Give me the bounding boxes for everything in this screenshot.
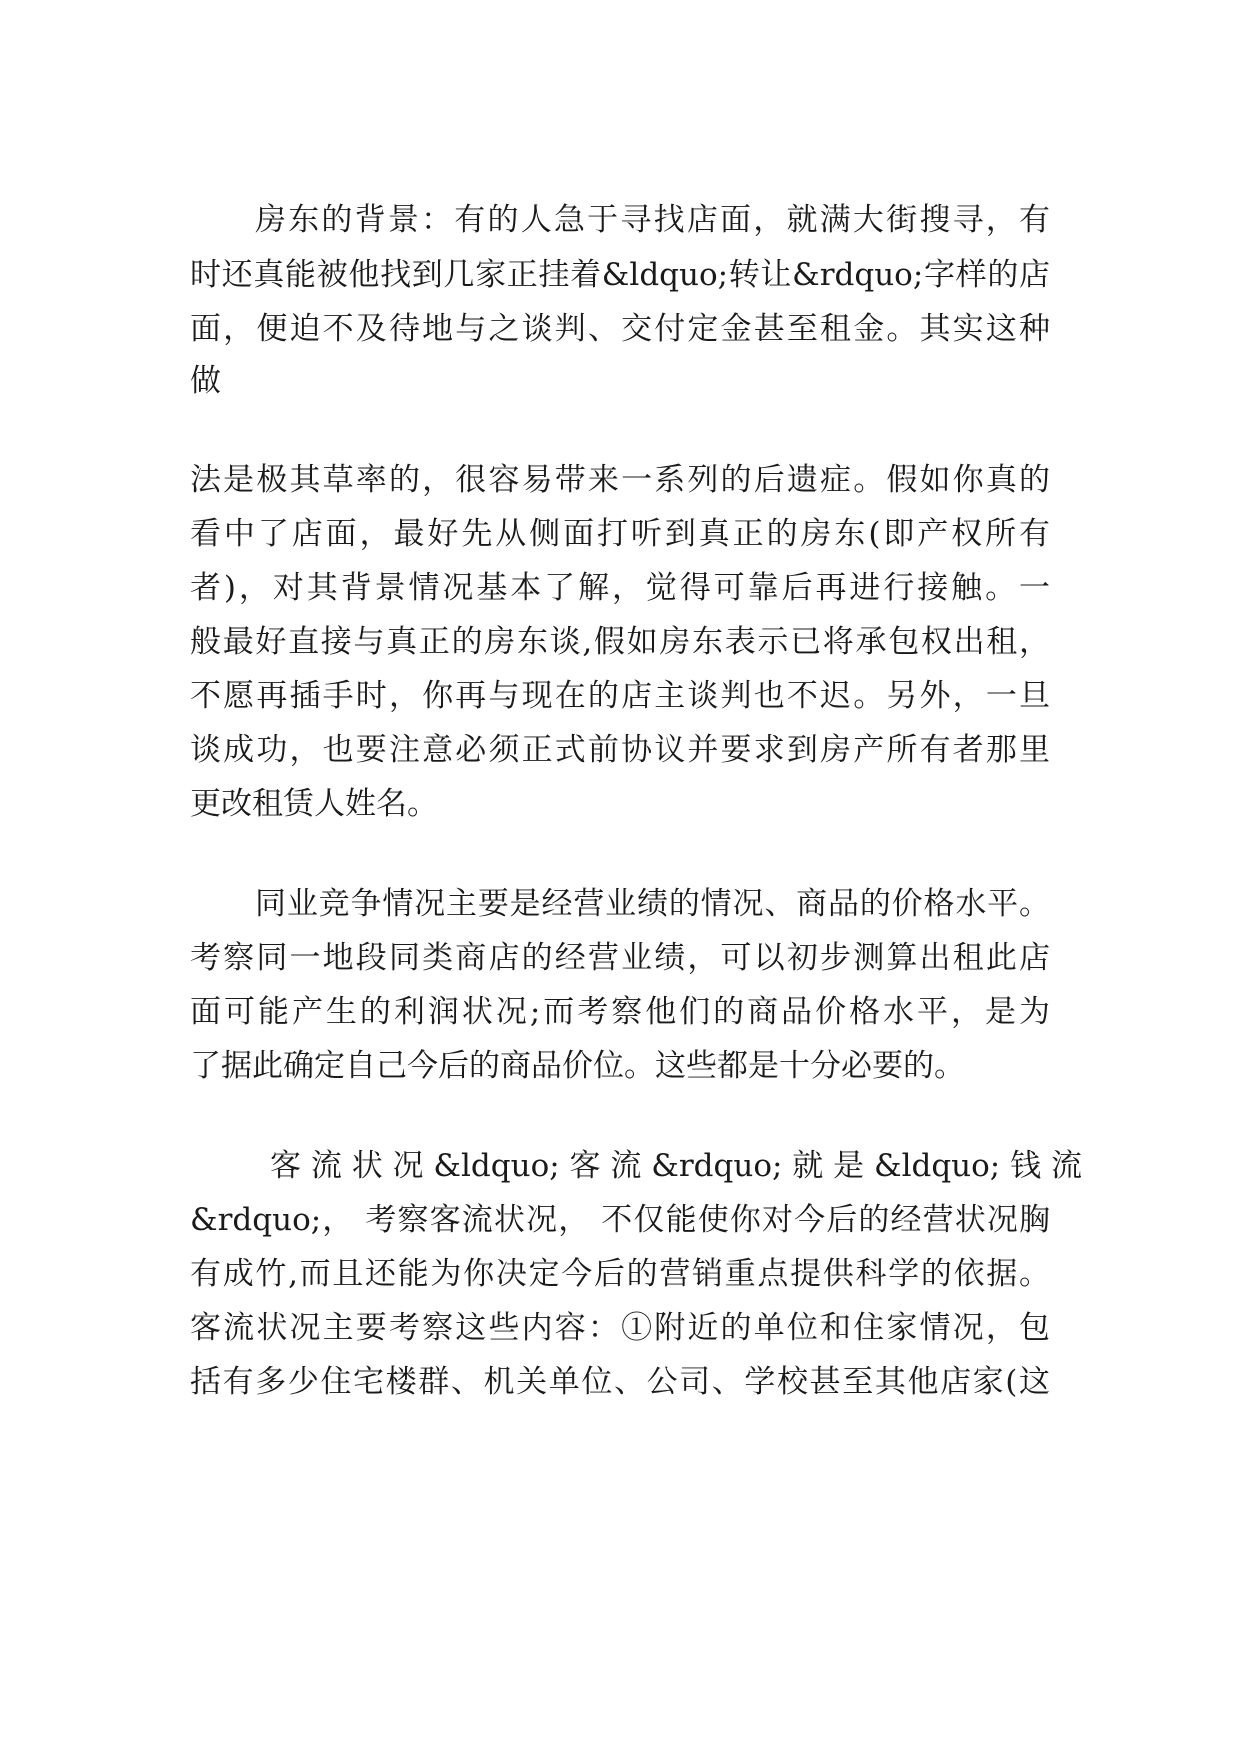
text-line: 般最好直接与真正的房东谈,假如房东表示已将承包权出租，: [190, 624, 1050, 660]
text-line: 者)，对其背景情况基本了解，觉得可靠后再进行接触。一: [190, 570, 1050, 606]
text-line: 看中了店面，最好先从侧面打听到真正的房东(即产权所有: [190, 516, 1050, 552]
text-line: 面，便迫不及待地与之谈判、交付定金甚至租金。其实这种: [190, 311, 1050, 347]
text-line: 客流状况主要考察这些内容：①附近的单位和住家情况，包: [190, 1310, 1050, 1346]
text-line: &rdquo;， 考察客流状况， 不仅能使你对今后的经营状况胸: [190, 1202, 1050, 1238]
text-line: 考察同一地段同类商店的经营业绩，可以初步测算出租此店: [190, 940, 1050, 976]
text-line: 括有多少住宅楼群、机关单位、公司、学校甚至其他店家(这: [190, 1364, 1050, 1400]
text-line: 做: [190, 363, 221, 399]
text-line: 谈成功，也要注意必须正式前协议并要求到房产所有者那里: [190, 732, 1050, 768]
text-line: 客 流 状 况 &ldquo; 客 流 &rdquo; 就 是 &ldquo; 钱 流: [270, 1148, 1082, 1184]
text-line: 房东的背景：有的人急于寻找店面，就满大街搜寻，有: [255, 202, 1050, 238]
text-line: 不愿再插手时，你再与现在的店主谈判也不迟。另外，一旦: [190, 678, 1050, 714]
text-line: 了据此确定自己今后的商品价位。这些都是十分必要的。: [190, 1048, 965, 1084]
text-line: 同业竞争情况主要是经营业绩的情况、商品的价格水平。: [255, 886, 1050, 922]
text-line: 更改租赁人姓名。: [190, 786, 438, 822]
text-line: 法是极其草率的，很容易带来一系列的后遗症。假如你真的: [190, 462, 1050, 498]
text-line: 有成竹,而且还能为你决定今后的营销重点提供科学的依据。: [190, 1256, 1050, 1292]
text-line: 时还真能被他找到几家正挂着&ldquo;转让&rdquo;字样的店: [190, 257, 1050, 293]
text-line: 面可能产生的利润状况;而考察他们的商品价格水平，是为: [190, 994, 1050, 1030]
